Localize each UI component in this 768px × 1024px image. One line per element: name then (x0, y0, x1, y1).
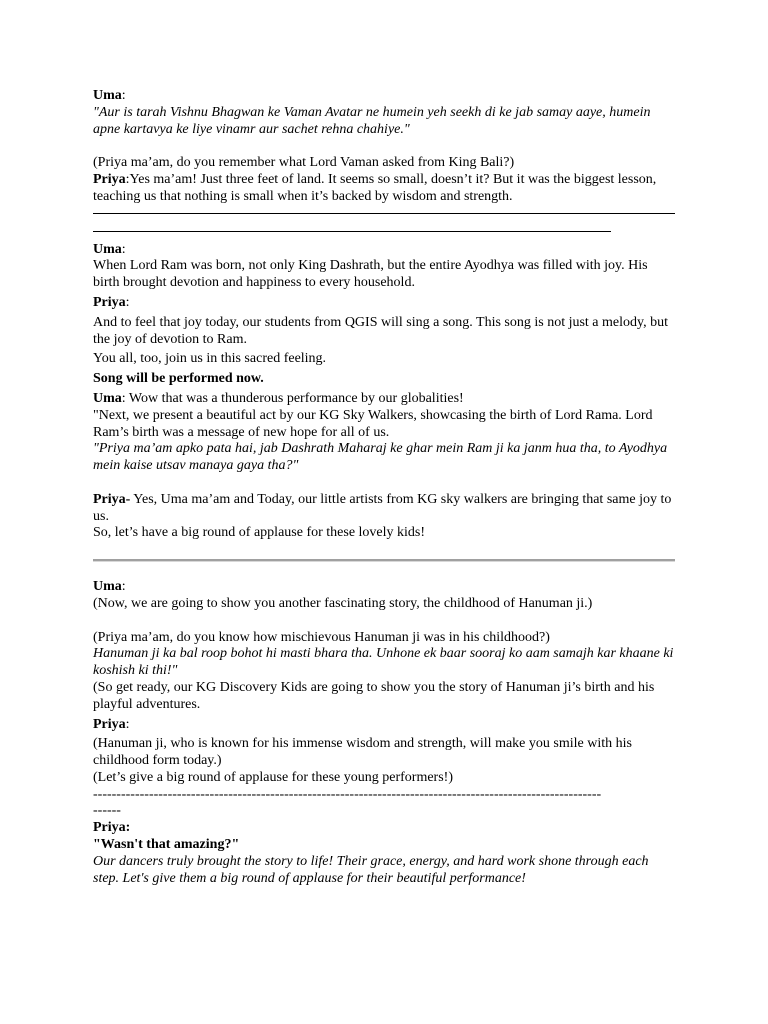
dialogue-text: Yes, Uma ma’am and Today, our little artists from KG sky walkers are bringing that same joy to us. (93, 491, 672, 524)
speaker-name: Priya (93, 716, 126, 732)
dashed-separator-end: ------ (93, 803, 121, 819)
document-page (93, 88, 675, 887)
speaker-name: Uma (93, 579, 122, 595)
dialogue-text: : Wow that was a thunderous performance by our globalities! (121, 390, 464, 406)
dialogue-text: (Let’s give a big round of applause for these young performers!) (93, 769, 453, 785)
priya-line (93, 172, 675, 206)
question-text: (Priya ma’am, do you know how mischievous Hanuman ji was in his childhood?) (93, 629, 550, 645)
uma-line (93, 391, 675, 408)
colon: : (121, 88, 126, 103)
dialogue-text: "Next, we present a beautiful act by our KG Sky Walkers, showcasing the birth of Lord Rama. Lord Ram’s birth was a message of new hope for all of us. (93, 407, 653, 440)
speaker-name: Uma (93, 88, 122, 103)
underline-rule (93, 213, 675, 214)
dialogue-text: (So get ready, our KG Discovery Kids are going to show you the story of Hanuman ji’s birth and his playful adventures. (93, 679, 655, 712)
horizontal-rule (93, 559, 675, 562)
speaker-line (93, 88, 675, 105)
spacer (93, 475, 675, 492)
colon: : (121, 579, 126, 595)
speaker-name: Priya- (93, 491, 131, 507)
speaker-name: Uma (93, 241, 122, 257)
speaker-line (93, 295, 675, 312)
speaker-name: Priya (93, 294, 126, 310)
quote-text: "Priya ma’am apko pata hai, jab Dashrath Maharaj ke ghar mein Ram ji ka janm hua tha, to Ayodhya mein kaise utsav manaya gaya tha?" (93, 441, 668, 474)
priya-line (93, 492, 675, 526)
dialogue-text: And to feel that joy today, our students from QGIS will sing a song. This song is not just a melody, but the joy of devotion to Ram. (93, 314, 668, 347)
speaker-line (93, 717, 675, 734)
quote-text: Hanuman ji ka bal roop bohot hi masti bhara tha. Unhone ek baar sooraj ko aam samajh kar khaane ki koshish ki thi!" (93, 646, 674, 679)
dialogue-text: So, let’s have a big round of applause for these lovely kids! (93, 525, 426, 541)
spacer (93, 613, 675, 630)
speaker-line (93, 242, 675, 259)
speaker-name: Priya (93, 171, 126, 187)
colon: : (125, 716, 130, 732)
quote-text: "Wasn't that amazing?" (93, 837, 240, 853)
dashed-separator: ------------------------------------------------------------------------------------------------------------- (93, 786, 602, 802)
colon: : (125, 171, 130, 187)
speaker-line (93, 579, 675, 596)
spacer (93, 138, 675, 155)
dialogue-text: (Now, we are going to show you another fascinating story, the childhood of Hanuman ji.) (93, 595, 593, 611)
colon: : (121, 241, 126, 257)
dialogue-text: (Hanuman ji, who is known for his immense wisdom and strength, will make you smile with his childhood form today.) (93, 736, 632, 769)
speaker-name: Uma (93, 390, 122, 406)
colon: : (125, 294, 130, 310)
quote-text: "Aur is tarah Vishnu Bhagwan ke Vaman Avatar ne humein yeh seekh di ke jab samay aaye, humein apne kartavya ke liye vinamr aur sachet rehna chahiye." (93, 104, 651, 137)
closing-text: Our dancers truly brought the story to life! Their grace, energy, and hard work shone through each step. Let's give them a big round of applause for their beautiful performance! (93, 853, 649, 886)
dialogue-text: You all, too, join us in this sacred feeling. (93, 351, 327, 367)
question-text: (Priya ma’am, do you remember what Lord Vaman asked from King Bali?) (93, 155, 515, 171)
stage-direction: Song will be performed now. (93, 371, 264, 387)
speaker-line: Priya: (93, 820, 131, 836)
dialogue-text: Yes ma’am! Just three feet of land. It seems so small, doesn’t it? But it was the biggest lesson, teaching us that nothing is small when it’s backed by wisdom and strength. (93, 171, 657, 204)
underline-rule-short (93, 231, 611, 232)
dialogue-text: When Lord Ram was born, not only King Dashrath, but the entire Ayodhya was filled with joy. His birth brought devotion and happiness to every household. (93, 258, 648, 291)
